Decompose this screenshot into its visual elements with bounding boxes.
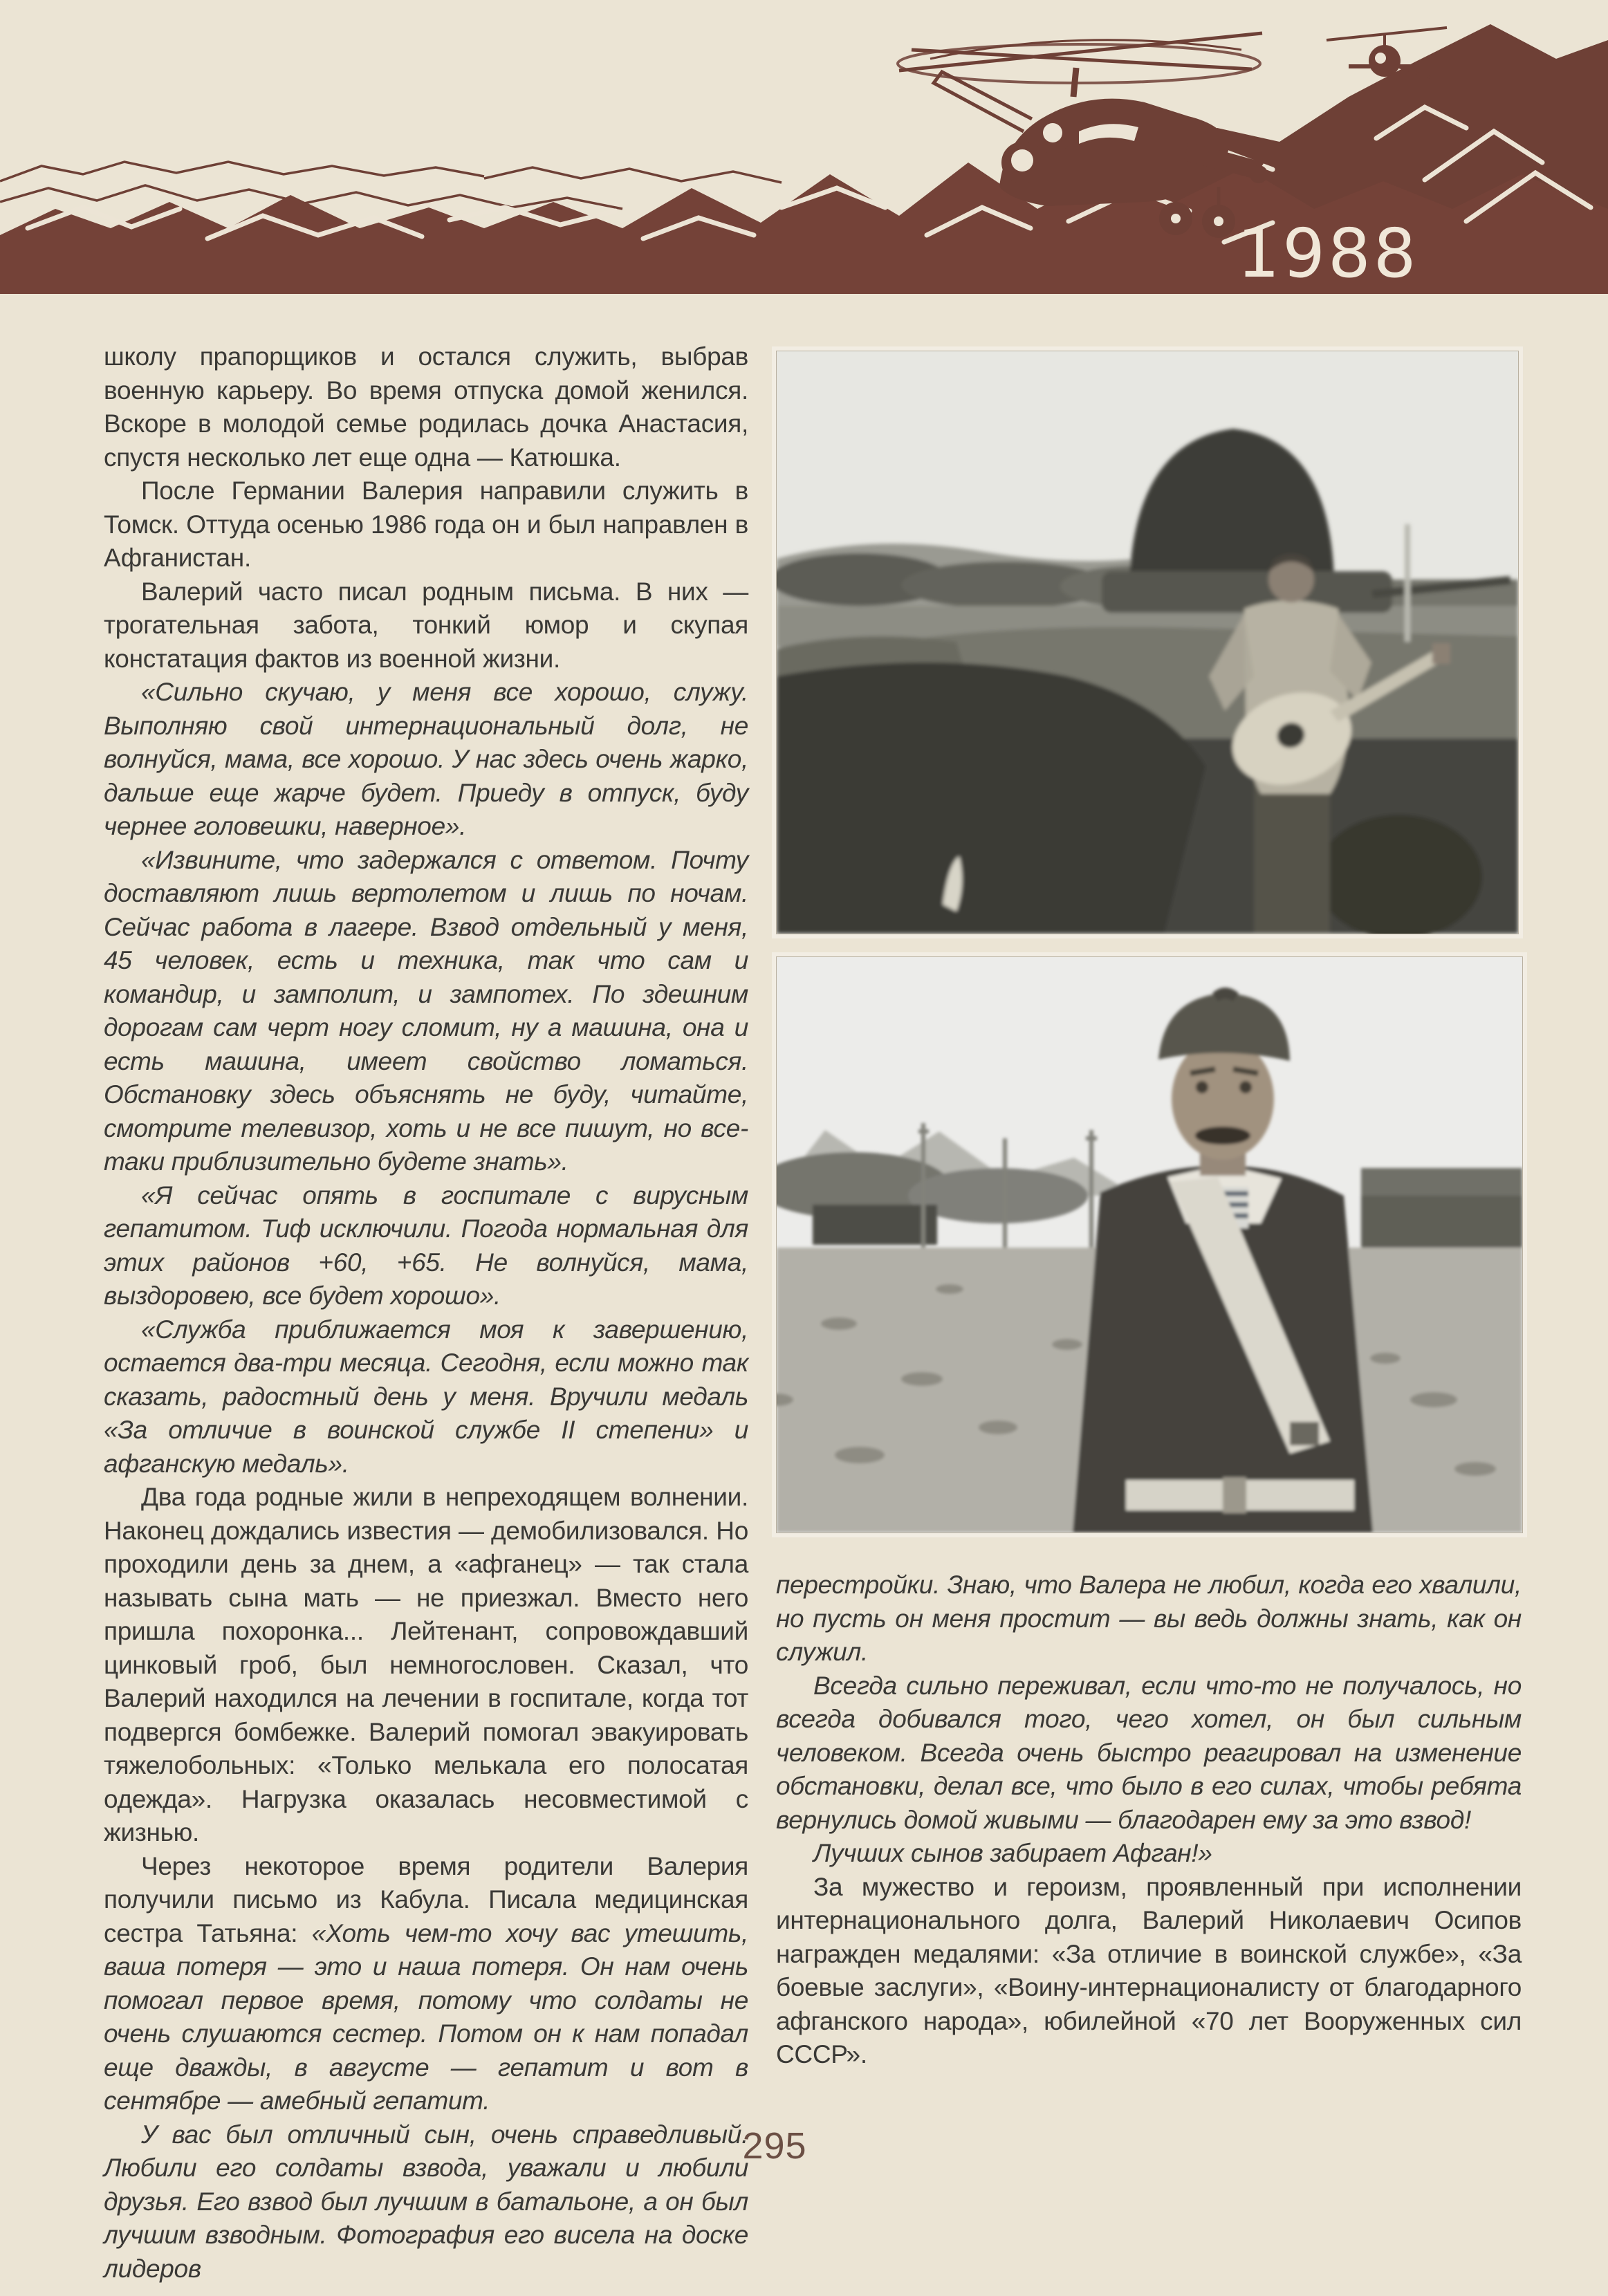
right-column <box>776 1568 1522 2072</box>
text-run: «Хоть чем-то хочу вас утешить, ваша потеря — это и наша потеря. Он нам очень помогал первое время, потому что солдаты не очень слушаются сестер. Потом он к нам попадал еще дважды, в августе — гепатит и вот в сентябре — амебный гепатит. <box>104 1918 748 2115</box>
paragraph <box>104 575 748 676</box>
mountain-banner-art <box>0 0 1608 325</box>
paragraph <box>104 844 748 1179</box>
paragraph <box>104 474 748 575</box>
ridge-lines <box>0 162 782 209</box>
photo-soldier-portrait <box>776 956 1523 1533</box>
left-column <box>104 340 748 2286</box>
paragraph <box>776 1669 1522 1837</box>
header-banner <box>0 0 1608 325</box>
text-run: «Извините, что задержался с ответом. Почту доставляют лишь вертолетом и лишь по ночам. Сейчас работа в лагере. Взвод отдельный у меня, 45 человек, есть и техника, так что сам и командир, и замполит, и зампотех. По здешним дорогам сам черт ногу сломит, ну а машина, она и есть машина, имеет свойство ломаться. Обстановку здесь объяснять не буду, читайте, смотрите телевизор, хоть и не все пишут, но все-таки приблизительно будете знать». <box>104 845 748 1176</box>
text-run: Два года родные жили в непреходящем волнении. Наконец дождались известия — демобилизовался. Но проходили день за днем, а «афганец» — так стала называть сына мать — не приезжал. Вместо него пришла похоронка... Лейтенант, сопровождавший цинковый гроб, был немногословен. Сказал, что Валерий находился на лечении в госпитале, когда тот подвергся бомбежке. Валерий помогал эвакуировать тяжелобольных: «Только мелькала его полосатая одежда». Нагрузка оказалась несовместимой с жизнью. <box>104 1483 748 1846</box>
text-run: «Служба приближается моя к завершению, остается два-три месяца. Сегодня, если можно так сказать, радостный день у меня. Вручили медаль «За отличие в воинской службе II степени» и афганскую медаль». <box>104 1315 748 1478</box>
paragraph <box>104 676 748 844</box>
text-run: Лучших сынов забирает Афган!» <box>813 1839 1212 1867</box>
text-run: Валерий часто писал родным письма. В них — трогательная забота, тонкий юмор и скупая констатация фактов из военной жизни. <box>104 577 748 673</box>
paragraph <box>104 1313 748 1481</box>
text-run: Всегда сильно переживал, если что-то не получалось, но всегда добивался того, чего хотел, он был сильным человеком. Всегда очень быстро реагировал на изменение обстановки, делал все, что было в его силах, чтобы ребята вернулись домой живыми — благодарен ему за это взвод! <box>776 1671 1522 1834</box>
year-label: 1988 <box>1237 214 1419 293</box>
paragraph <box>104 2118 748 2286</box>
text-run: После Германии Валерия направили служить в Томск. Оттуда осенью 1986 года он и был направлен в Афганистан. <box>104 476 748 572</box>
text-run: «Я сейчас опять в госпитале с вирусным гепатитом. Тиф исключили. Погода нормальная для этих районов +60, +65. Не волнуйся, мама, выздоровею, все будет хорошо». <box>104 1181 748 1310</box>
paragraph <box>776 1837 1522 1871</box>
paragraph <box>776 1568 1522 1669</box>
paragraph <box>104 1481 748 1850</box>
paragraph <box>776 1871 1522 2072</box>
paragraph <box>104 340 748 474</box>
page-number: 295 <box>742 2125 807 2167</box>
paragraph <box>104 1179 748 1313</box>
photo-soldier-with-guitar <box>776 351 1519 934</box>
text-run: За мужество и героизм, проявленный при исполнении интернационального долга, Валерий Николаевич Осипов награжден медалями: «За отличие в воинской службе», «За боевые заслуги», «Воину-интернационалисту от благодарного афганского народа», юбилейной «70 лет Вооруженных сил СССР». <box>776 1872 1522 2068</box>
text-run: «Сильно скучаю, у меня все хорошо, служу. Выполняю свой интернациональный долг, не волнуйся, мама, все хорошо. У нас здесь очень жарко, дальше еще жарче будет. Приеду в отпуск, буду чернее головешки, наверное». <box>104 678 748 840</box>
text-run: У вас был отличный сын, очень справедливый. Любили его солдаты взвода, уважали и любили друзья. Его взвод был лучшим в батальоне, а он был лучшим взводным. Фотография его висела на доске лидеров <box>104 2120 748 2283</box>
paragraph <box>104 1850 748 2118</box>
text-run: перестройки. Знаю, что Валера не любил, когда его хвалили, но пусть он меня простит — вы ведь должны знать, как он служил. <box>776 1571 1522 1666</box>
text-run: Через некоторое время родители Валерия получили письмо из Кабула. Писала медицинская сестра Татьяна: <box>104 1851 748 1947</box>
text-run: школу прапорщиков и остался служить, выбрав военную карьеру. Во время отпуска домой женился. Вскоре в молодой семье родилась дочка Анастасия, спустя несколько лет еще одна — Катюшка. <box>104 342 748 472</box>
